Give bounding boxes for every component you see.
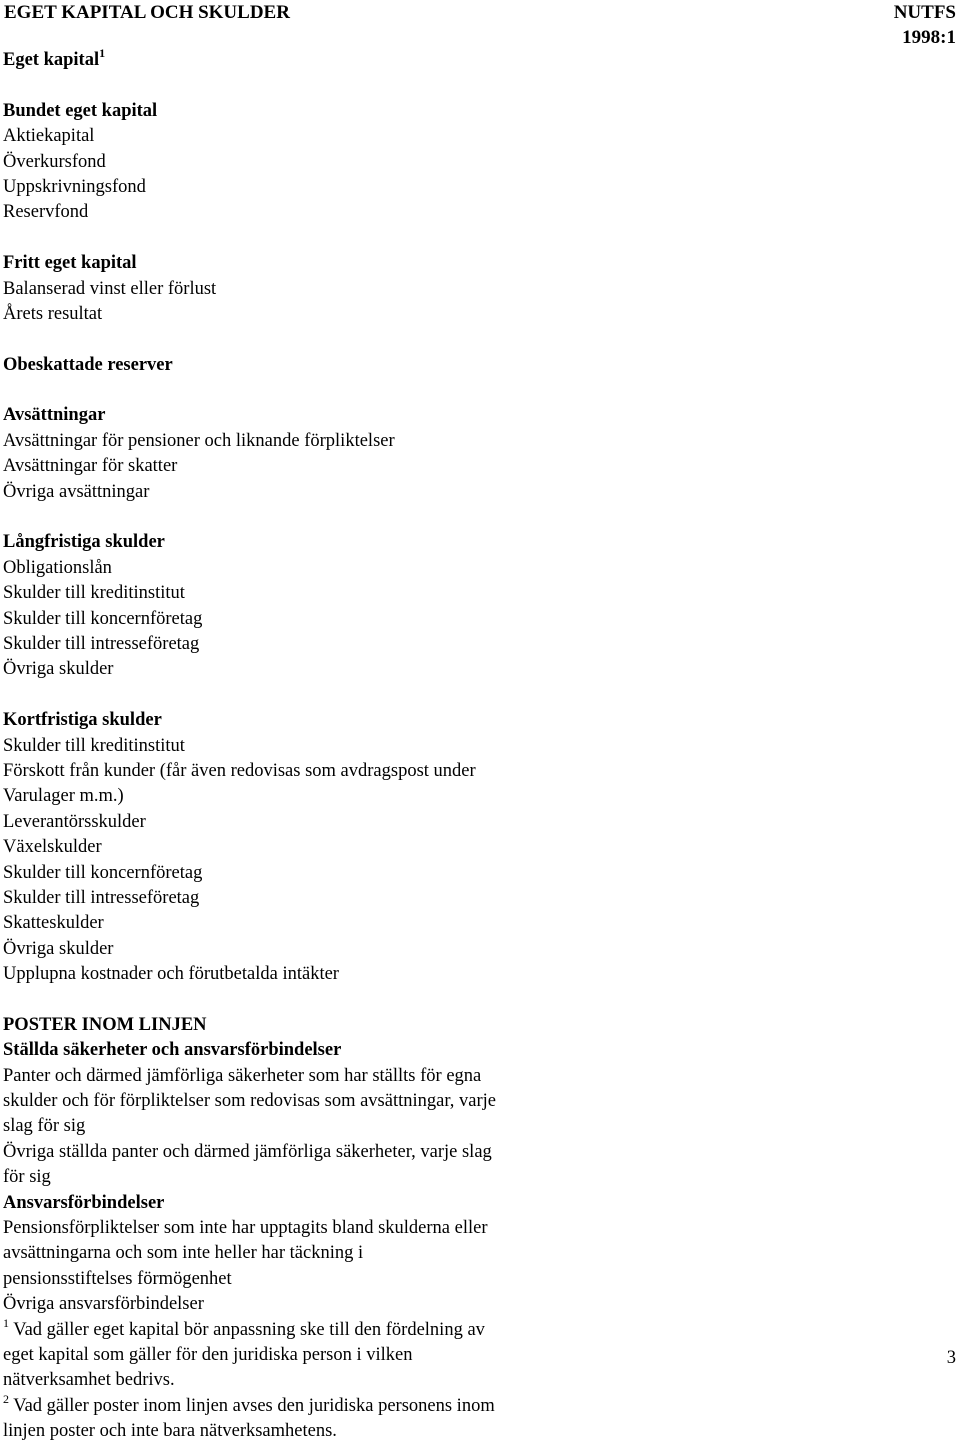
list-item: Skulder till kreditinstitut (3, 583, 185, 604)
list-item: Skulder till kreditinstitut (3, 735, 185, 756)
list-item: Skulder till koncernföretag (3, 608, 203, 629)
list-item: Övriga skulder (3, 659, 114, 680)
text-line: för sig (3, 1167, 51, 1188)
section-title-kortfristiga: Kortfristiga skulder (3, 710, 162, 731)
list-item: Avsättningar för pensioner och liknande förpliktelser (3, 430, 395, 451)
list-item: Balanserad vinst eller förlust (3, 278, 217, 299)
list-item: Skulder till intresseföretag (3, 633, 200, 654)
subsection-title-ansvar: Ansvarsförbindelser (3, 1192, 165, 1213)
section-title-fritt: Fritt eget kapital (3, 253, 137, 274)
list-item: Övriga skulder (3, 938, 114, 959)
eget-kapital-label: Eget kapital (3, 50, 100, 70)
header-series: NUTFS (893, 2, 956, 23)
list-item: Varulager m.m.) (3, 786, 124, 807)
text-line: Övriga ansvarsförbindelser (3, 1294, 204, 1315)
header-number: 1998:1 (902, 27, 956, 48)
text-line: avsättningarna och som inte heller har täckning i (3, 1243, 364, 1264)
footnote-ref-1: 1 (99, 46, 106, 60)
section-title-bundet: Bundet eget kapital (3, 100, 158, 121)
section-title-poster-inom-linjen: POSTER INOM LINJEN (3, 1014, 207, 1035)
footnote-1-line-2: eget kapital som gäller för den juridiska person i vilken (3, 1344, 413, 1365)
list-item: Växelskulder (3, 837, 102, 858)
footnote-1-text: Vad gäller eget kapital bör anpassning ske till den fördelning av (9, 1319, 485, 1340)
footnote-1-line-1 (3, 1315, 603, 1343)
document-body (3, 48, 603, 1444)
text-line: Panter och därmed jämförliga säkerheter som har ställts för egna (3, 1065, 482, 1086)
list-item: Obligationslån (3, 557, 112, 578)
list-item: Reservfond (3, 202, 89, 223)
list-item: Årets resultat (3, 303, 103, 324)
text-line: Pensionsförpliktelser som inte har upptagits bland skulderna eller (3, 1217, 488, 1238)
text-line: Övriga ställda panter och därmed jämförliga säkerheter, varje slag (3, 1141, 492, 1162)
list-item: Aktiekapital (3, 126, 95, 147)
list-item: Förskott från kunder (får även redovisas som avdragspost under (3, 760, 476, 781)
list-item: Överkursfond (3, 151, 106, 172)
list-item: Upplupna kostnader och förutbetalda intäkter (3, 964, 339, 985)
list-item: Skulder till koncernföretag (3, 862, 203, 883)
document-header-title: EGET KAPITAL OCH SKULDER (4, 2, 290, 23)
section-title-langfristiga: Långfristiga skulder (3, 532, 165, 553)
footnote-mark-2: 2 (3, 1391, 9, 1406)
list-item: Övriga avsättningar (3, 481, 150, 502)
section-title-avsattningar: Avsättningar (3, 405, 106, 426)
footnote-2-line-2: linjen poster och inte bara nätverksamhetens. (3, 1421, 337, 1442)
list-item: Avsättningar för skatter (3, 456, 178, 477)
list-item: Skatteskulder (3, 913, 104, 934)
text-line: skulder och för förpliktelser som redovisas som avsättningar, varje (3, 1091, 496, 1112)
page-number: 3 (946, 1348, 956, 1368)
footnote-2-line-1 (3, 1391, 603, 1419)
list-item: Uppskrivningsfond (3, 176, 146, 197)
footnote-1-line-3: nätverksamhet bedrivs. (3, 1370, 175, 1391)
document-header-reference (894, 0, 956, 50)
section-title-eget-kapital (3, 48, 603, 73)
subsection-title-stallda: Ställda säkerheter och ansvarsförbindelser (3, 1040, 342, 1061)
footnote-2-text: Vad gäller poster inom linjen avses den juridiska personens inom (9, 1395, 495, 1416)
footnote-mark-1: 1 (3, 1315, 9, 1330)
list-item: Skulder till intresseföretag (3, 887, 200, 908)
section-title-obeskattade: Obeskattade reserver (3, 354, 173, 375)
text-line: slag för sig (3, 1116, 86, 1137)
list-item: Leverantörsskulder (3, 811, 146, 832)
text-line: pensionsstiftelses förmögenhet (3, 1268, 232, 1289)
